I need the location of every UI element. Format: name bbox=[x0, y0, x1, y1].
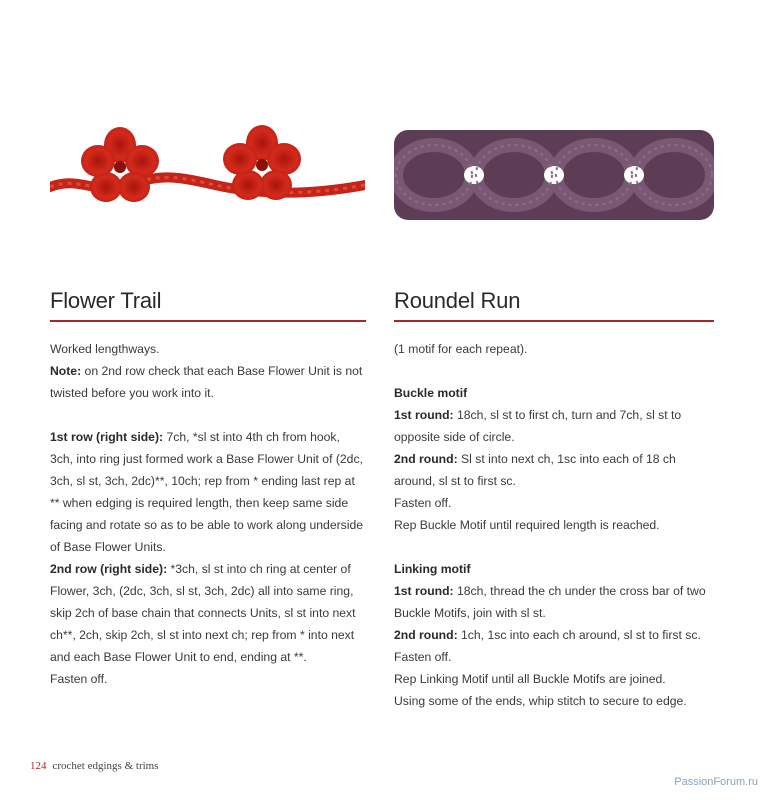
link-fasten: Fasten off. bbox=[394, 650, 452, 664]
fasten-off: Fasten off. bbox=[50, 672, 108, 686]
page-number: 124 bbox=[30, 760, 47, 772]
roundel-run-photo bbox=[394, 120, 714, 228]
link-round2-text: 1ch, 1sc into each ch around, sl st to first sc. bbox=[457, 628, 701, 642]
roundel-run-title: Roundel Run bbox=[394, 288, 521, 313]
row2-paragraph bbox=[50, 558, 366, 668]
buckle-round1 bbox=[394, 404, 714, 448]
row1-paragraph bbox=[50, 426, 366, 558]
link-round1-text: 18ch, thread the ch under the cross bar of two Buckle Motifs, join with sl st. bbox=[394, 584, 706, 620]
buckle-repeat: Rep Buckle Motif until required length is reached. bbox=[394, 518, 660, 532]
roundel-run-instructions bbox=[394, 338, 714, 712]
row2-text: *3ch, sl st into ch ring at center of Flower, 3ch, (2dc, 3ch, sl st, 3ch, 2dc) all into same ring, skip 2ch of base chain that connects Units, sl st into next ch**, 2ch, skip 2ch, sl st into next ch; rep from * into next and each Base Flower Unit to end, ending at **. bbox=[50, 562, 356, 664]
linking-motif-heading: Linking motif bbox=[394, 562, 471, 576]
flower-trail-photo bbox=[50, 125, 365, 210]
link-repeat: Rep Linking Motif until all Buckle Motifs are joined. bbox=[394, 672, 666, 686]
intro-text: (1 motif for each repeat). bbox=[394, 342, 528, 356]
buckle-round2 bbox=[394, 448, 714, 492]
page-footer bbox=[30, 760, 159, 772]
buckle-fasten: Fasten off. bbox=[394, 496, 452, 510]
row1-label: 1st row (right side): bbox=[50, 430, 164, 444]
whip-stitch: Using some of the ends, whip stitch to secure to edge. bbox=[394, 694, 687, 708]
link-round2-label: 2nd round: bbox=[394, 628, 458, 642]
watermark: PassionForum.ru bbox=[674, 776, 758, 788]
note-text: on 2nd row check that each Base Flower Unit is not twisted before you work into it. bbox=[50, 364, 363, 400]
link-round1 bbox=[394, 580, 714, 624]
flower-trail-title: Flower Trail bbox=[50, 288, 162, 313]
note-label: Note: bbox=[50, 364, 82, 378]
link-round2 bbox=[394, 624, 714, 646]
title-rule bbox=[394, 320, 714, 322]
roundel-run-section bbox=[394, 288, 714, 712]
buckle-round1-text: 18ch, sl st to first ch, turn and 7ch, sl st to opposite side of circle. bbox=[394, 408, 682, 444]
row2-label: 2nd row (right side): bbox=[50, 562, 168, 576]
buckle-round2-text: Sl st into next ch, 1sc into each of 18 ch around, sl st to first sc. bbox=[394, 452, 676, 488]
title-rule bbox=[50, 320, 366, 322]
flower-trail-section bbox=[50, 288, 366, 690]
buckle-round2-label: 2nd round: bbox=[394, 452, 458, 466]
link-round1-label: 1st round: bbox=[394, 584, 454, 598]
flower-trail-instructions bbox=[50, 338, 366, 690]
row1-text: 7ch, *sl st into 4th ch from hook, 3ch, into ring just formed work a Base Flower Unit of (2dc, 3ch, sl st, 3ch, 2dc)**, 10ch; rep from * ending last rep at ** when edging is required length, then keep same side facing and rotate so as to be able to work along underside of Base Flower Units. bbox=[50, 430, 364, 554]
buckle-round1-label: 1st round: bbox=[394, 408, 454, 422]
note-paragraph bbox=[50, 360, 366, 404]
running-head: crochet edgings & trims bbox=[52, 760, 159, 772]
worked-lengthways: Worked lengthways. bbox=[50, 342, 160, 356]
buckle-motif-heading: Buckle motif bbox=[394, 386, 468, 400]
